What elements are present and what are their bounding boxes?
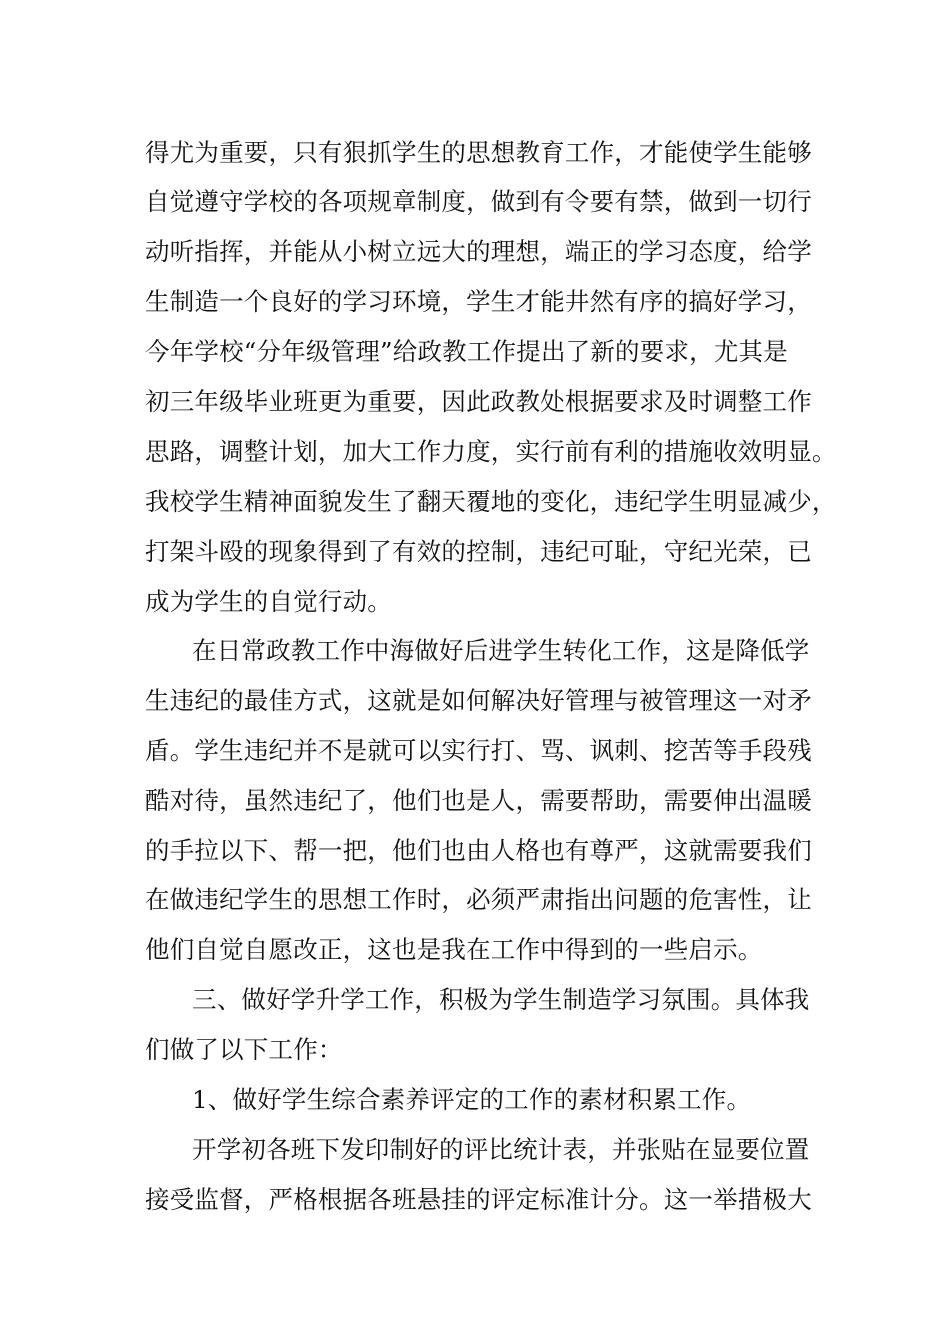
text-line: 盾。学生违纪并不是就可以实行打、骂、讽刺、挖苦等手段残: [145, 736, 812, 765]
text-line: 自觉遵守学校的各项规章制度，做到有令要有禁，做到一切行: [145, 187, 812, 216]
numbered-item-line: 1、做好学生综合素养评定的工作的素材积累工作。: [192, 1085, 752, 1114]
text-line: 成为学生的自觉行动。: [145, 587, 392, 616]
text-line: 接受监督，严格根据各班悬挂的评定标准计分。这一举措极大: [145, 1185, 812, 1214]
text-line: 动听指挥，并能从小树立远大的理想，端正的学习态度，给学: [145, 237, 812, 266]
text-line: 今年学校“分年级管理”给政教工作提出了新的要求，尤其是: [145, 337, 788, 366]
text-line: 们做了以下工作：: [145, 1035, 343, 1064]
text-line: 打架斗殴的现象得到了有效的控制，违纪可耻，守纪光荣，已: [145, 537, 812, 566]
text-line: 酷对待，虽然违纪了，他们也是人，需要帮助，需要伸出温暖: [145, 786, 812, 815]
text-line: 生制造一个良好的学习环境，学生才能井然有序的搞好学习，: [145, 287, 812, 316]
text-line: 的手拉以下、帮一把，他们也由人格也有尊严，这就需要我们: [145, 836, 812, 865]
text-line: 思路，调整计划，加大工作力度，实行前有利的措施收效明显。: [145, 437, 837, 466]
text-line: 他们自觉自愿改正，这也是我在工作中得到的一些启示。: [145, 935, 763, 964]
text-line: 我校学生精神面貌发生了翻天覆地的变化，违纪学生明显减少，: [145, 487, 837, 516]
text-line: 生违纪的最佳方式，这就是如何解决好管理与被管理这一对矛: [145, 686, 812, 715]
text-line: 初三年级毕业班更为重要，因此政教处根据要求及时调整工作: [145, 387, 812, 416]
text-line: 在做违纪学生的思想工作时，必须严肃指出问题的危害性，让: [145, 885, 812, 914]
section-heading-line: 三、做好学升学工作，积极为学生制造学习氛围。具体我: [192, 985, 810, 1014]
text-line: 得尤为重要，只有狠抓学生的思想教育工作，才能使学生能够: [145, 138, 812, 167]
paragraph-first-line: 在日常政教工作中海做好后进学生转化工作，这是降低学: [192, 636, 810, 665]
paragraph-first-line: 开学初各班下发印制好的评比统计表，并张贴在显要位置: [192, 1135, 810, 1164]
